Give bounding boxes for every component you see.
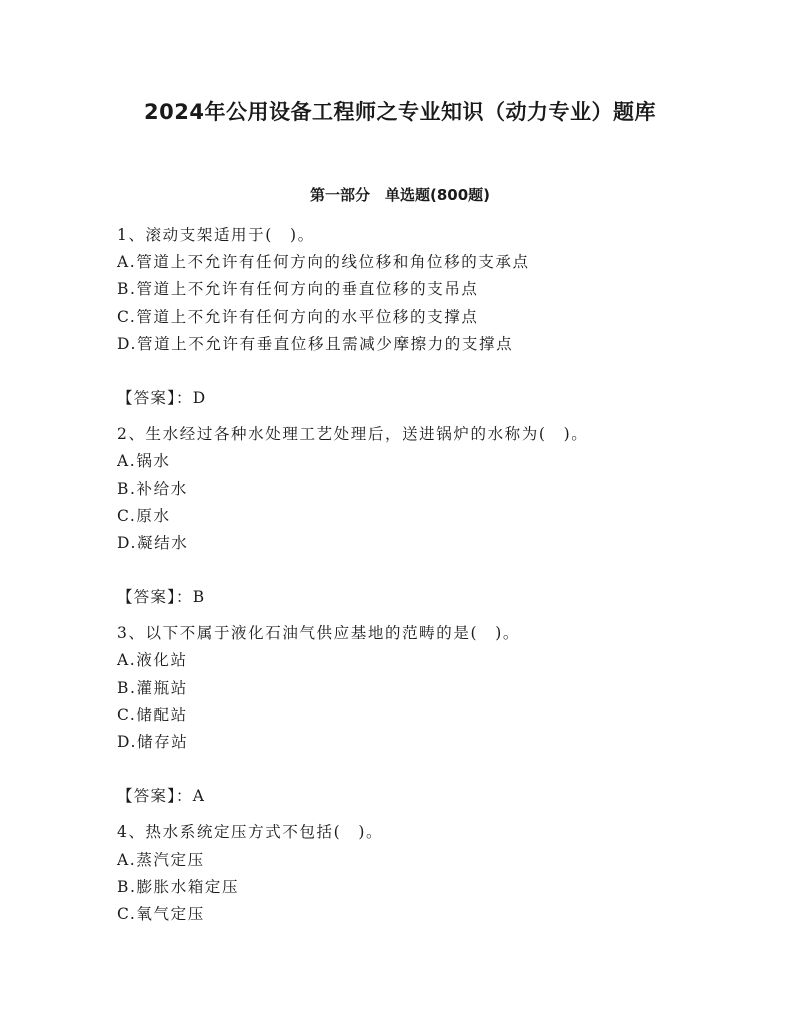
question-stem: 2、生水经过各种水处理工艺处理后，送进锅炉的水称为( )。: [117, 425, 589, 444]
option-b: B.灌瓶站: [117, 678, 188, 697]
option-c: C.氧气定压: [117, 904, 205, 923]
option-b: B.膨胀水箱定压: [117, 877, 240, 896]
option-c: C.原水: [117, 506, 171, 525]
option-a: A.蒸汽定压: [117, 850, 205, 869]
option-b: B.补给水: [117, 479, 188, 498]
answer-line: 【答案】：A: [117, 787, 206, 806]
option-a: A.管道上不允许有任何方向的线位移和角位移的支承点: [117, 253, 530, 272]
option-a: A.液化站: [117, 651, 188, 670]
answer-line: 【答案】：B: [117, 588, 206, 607]
question-stem: 1、滚动支架适用于( )。: [117, 226, 315, 244]
option-d: D.管道上不允许有垂直位移且需减少摩擦力的支撑点: [117, 334, 514, 353]
question-stem: 3、以下不属于液化石油气供应基地的范畴的是( )。: [117, 624, 520, 643]
option-a: A.锅水: [117, 452, 171, 471]
option-b: B.管道上不允许有任何方向的垂直位移的支吊点: [117, 280, 479, 299]
question-3: [117, 620, 757, 810]
question-stem: 4、热水系统定压方式不包括( )。: [117, 823, 384, 842]
option-d: D.储存站: [117, 733, 189, 751]
question-2: [117, 421, 757, 611]
question-list: [117, 222, 757, 928]
document-title: 2024年公用设备工程师之专业知识（动力专业）题库: [144, 100, 656, 124]
question-4: [117, 819, 757, 928]
option-c: C.管道上不允许有任何方向的水平位移的支撑点: [117, 307, 479, 326]
option-d: D.凝结水: [117, 533, 189, 552]
question-1: [117, 222, 757, 412]
section-title: 第一部分 单选题(800题): [309, 186, 491, 204]
option-c: C.储配站: [117, 705, 188, 724]
answer-line: 【答案】：D: [117, 388, 207, 407]
